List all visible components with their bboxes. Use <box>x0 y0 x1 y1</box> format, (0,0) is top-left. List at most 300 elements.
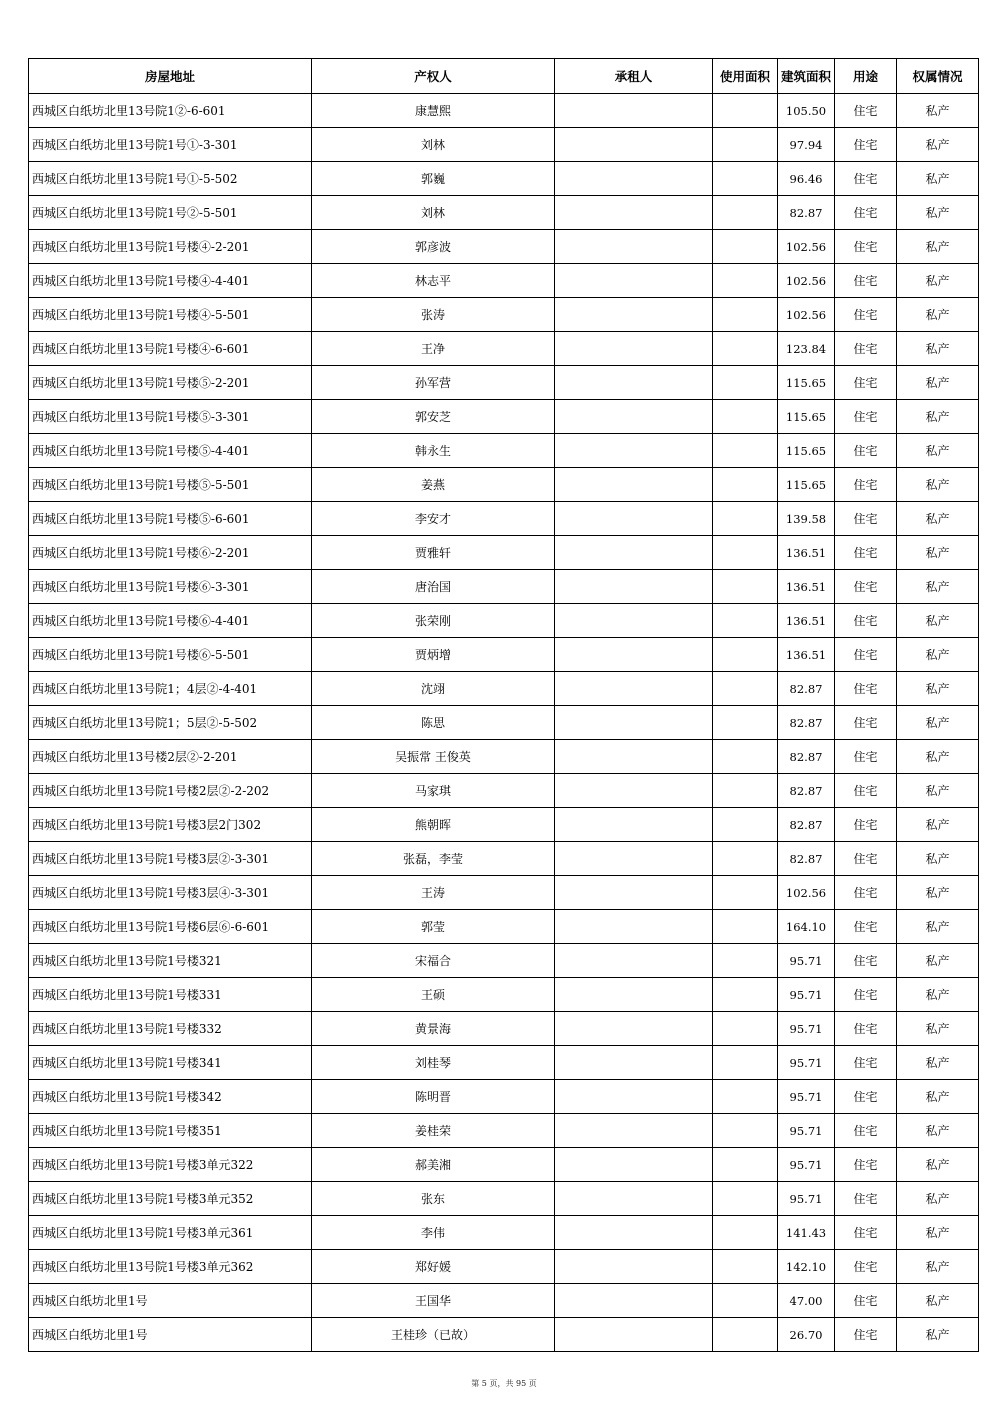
cell-tenant <box>555 1284 713 1318</box>
cell-floor-area: 115.65 <box>778 468 835 502</box>
cell-address: 西城区白纸坊北里13号院1号楼3单元362 <box>29 1250 312 1284</box>
cell-tenant <box>555 366 713 400</box>
cell-owner: 王国华 <box>312 1284 555 1318</box>
cell-use: 住宅 <box>835 1148 897 1182</box>
table-row <box>29 774 979 808</box>
cell-owner: 姜燕 <box>312 468 555 502</box>
cell-tenant <box>555 910 713 944</box>
cell-use: 住宅 <box>835 672 897 706</box>
cell-tenant <box>555 1250 713 1284</box>
cell-tenant <box>555 94 713 128</box>
cell-use: 住宅 <box>835 706 897 740</box>
cell-use: 住宅 <box>835 162 897 196</box>
cell-ownership: 私产 <box>897 842 979 876</box>
table-row <box>29 604 979 638</box>
cell-address: 西城区白纸坊北里13号院1号楼6层⑥-6-601 <box>29 910 312 944</box>
cell-tenant <box>555 1216 713 1250</box>
cell-use: 住宅 <box>835 604 897 638</box>
cell-floor-area: 136.51 <box>778 570 835 604</box>
header-use: 用途 <box>835 59 897 94</box>
cell-owner: 张东 <box>312 1182 555 1216</box>
cell-use: 住宅 <box>835 1250 897 1284</box>
table-row <box>29 502 979 536</box>
table-row <box>29 332 979 366</box>
cell-ownership: 私产 <box>897 468 979 502</box>
cell-floor-area: 136.51 <box>778 638 835 672</box>
cell-owner: 吴振常 王俊英 <box>312 740 555 774</box>
cell-ownership: 私产 <box>897 638 979 672</box>
table-row <box>29 1012 979 1046</box>
cell-use: 住宅 <box>835 366 897 400</box>
cell-address: 西城区白纸坊北里13号院1号楼⑤-2-201 <box>29 366 312 400</box>
cell-usable-area <box>713 842 778 876</box>
table-row <box>29 638 979 672</box>
cell-ownership: 私产 <box>897 570 979 604</box>
cell-floor-area: 123.84 <box>778 332 835 366</box>
page-footer: 第 5 页，共 95 页 <box>471 1379 537 1388</box>
cell-tenant <box>555 978 713 1012</box>
table-row <box>29 196 979 230</box>
cell-owner: 宋福合 <box>312 944 555 978</box>
cell-address: 西城区白纸坊北里13号院1；4层②-4-401 <box>29 672 312 706</box>
cell-ownership: 私产 <box>897 332 979 366</box>
cell-floor-area: 141.43 <box>778 1216 835 1250</box>
cell-address: 西城区白纸坊北里13号院1号楼3单元361 <box>29 1216 312 1250</box>
cell-tenant <box>555 842 713 876</box>
cell-ownership: 私产 <box>897 1012 979 1046</box>
table-row <box>29 1046 979 1080</box>
cell-use: 住宅 <box>835 570 897 604</box>
cell-use: 住宅 <box>835 740 897 774</box>
table-row <box>29 944 979 978</box>
cell-ownership: 私产 <box>897 298 979 332</box>
cell-owner: 刘林 <box>312 196 555 230</box>
header-tenant: 承租人 <box>555 59 713 94</box>
cell-address: 西城区白纸坊北里13号院1号楼④-4-401 <box>29 264 312 298</box>
cell-owner: 黄景海 <box>312 1012 555 1046</box>
cell-usable-area <box>713 196 778 230</box>
cell-floor-area: 82.87 <box>778 196 835 230</box>
cell-usable-area <box>713 706 778 740</box>
cell-tenant <box>555 400 713 434</box>
cell-use: 住宅 <box>835 298 897 332</box>
cell-address: 西城区白纸坊北里13号院1号楼3单元352 <box>29 1182 312 1216</box>
cell-owner: 郭安芝 <box>312 400 555 434</box>
cell-use: 住宅 <box>835 502 897 536</box>
cell-usable-area <box>713 264 778 298</box>
cell-use: 住宅 <box>835 1012 897 1046</box>
cell-ownership: 私产 <box>897 366 979 400</box>
table-row <box>29 1148 979 1182</box>
cell-usable-area <box>713 672 778 706</box>
cell-owner: 王涛 <box>312 876 555 910</box>
cell-use: 住宅 <box>835 94 897 128</box>
cell-owner: 陈明晋 <box>312 1080 555 1114</box>
header-usable-area: 使用面积 <box>713 59 778 94</box>
table-row <box>29 128 979 162</box>
cell-owner: 郑好媛 <box>312 1250 555 1284</box>
cell-ownership: 私产 <box>897 740 979 774</box>
cell-usable-area <box>713 536 778 570</box>
cell-use: 住宅 <box>835 1216 897 1250</box>
cell-tenant <box>555 196 713 230</box>
table-row <box>29 230 979 264</box>
cell-tenant <box>555 876 713 910</box>
cell-usable-area <box>713 230 778 264</box>
cell-ownership: 私产 <box>897 910 979 944</box>
cell-usable-area <box>713 1012 778 1046</box>
cell-owner: 沈翊 <box>312 672 555 706</box>
cell-owner: 王硕 <box>312 978 555 1012</box>
cell-owner: 郭彦波 <box>312 230 555 264</box>
cell-owner: 马家琪 <box>312 774 555 808</box>
cell-ownership: 私产 <box>897 978 979 1012</box>
table-row <box>29 910 979 944</box>
cell-owner: 陈思 <box>312 706 555 740</box>
cell-owner: 李安才 <box>312 502 555 536</box>
cell-tenant <box>555 264 713 298</box>
cell-floor-area: 26.70 <box>778 1318 835 1352</box>
cell-address: 西城区白纸坊北里13号院1号楼2层②-2-202 <box>29 774 312 808</box>
cell-address: 西城区白纸坊北里13号院1号楼342 <box>29 1080 312 1114</box>
cell-use: 住宅 <box>835 876 897 910</box>
cell-tenant <box>555 468 713 502</box>
table-row <box>29 740 979 774</box>
cell-floor-area: 142.10 <box>778 1250 835 1284</box>
cell-address: 西城区白纸坊北里1号 <box>29 1284 312 1318</box>
cell-usable-area <box>713 1318 778 1352</box>
cell-use: 住宅 <box>835 774 897 808</box>
cell-tenant <box>555 1182 713 1216</box>
cell-address: 西城区白纸坊北里13号院1②-6-601 <box>29 94 312 128</box>
cell-address: 西城区白纸坊北里13号院1号楼351 <box>29 1114 312 1148</box>
cell-tenant <box>555 638 713 672</box>
cell-tenant <box>555 808 713 842</box>
cell-address: 西城区白纸坊北里13号院1号楼3层④-3-301 <box>29 876 312 910</box>
cell-usable-area <box>713 502 778 536</box>
cell-floor-area: 47.00 <box>778 1284 835 1318</box>
cell-floor-area: 82.87 <box>778 672 835 706</box>
table-row <box>29 1182 979 1216</box>
cell-usable-area <box>713 978 778 1012</box>
cell-usable-area <box>713 1114 778 1148</box>
cell-usable-area <box>713 1182 778 1216</box>
header-address: 房屋地址 <box>29 59 312 94</box>
cell-usable-area <box>713 604 778 638</box>
cell-owner: 郝美湘 <box>312 1148 555 1182</box>
table-row <box>29 672 979 706</box>
cell-use: 住宅 <box>835 1284 897 1318</box>
cell-tenant <box>555 298 713 332</box>
cell-address: 西城区白纸坊北里13号院1号楼⑥-2-201 <box>29 536 312 570</box>
table-row <box>29 1216 979 1250</box>
cell-address: 西城区白纸坊北里13号院1号①-3-301 <box>29 128 312 162</box>
cell-ownership: 私产 <box>897 774 979 808</box>
cell-owner: 王净 <box>312 332 555 366</box>
cell-owner: 贾炳增 <box>312 638 555 672</box>
cell-owner: 李伟 <box>312 1216 555 1250</box>
cell-usable-area <box>713 944 778 978</box>
table-row <box>29 842 979 876</box>
cell-usable-area <box>713 468 778 502</box>
cell-ownership: 私产 <box>897 264 979 298</box>
cell-floor-area: 95.71 <box>778 1080 835 1114</box>
table-row <box>29 264 979 298</box>
cell-floor-area: 82.87 <box>778 740 835 774</box>
cell-usable-area <box>713 910 778 944</box>
cell-usable-area <box>713 1148 778 1182</box>
cell-ownership: 私产 <box>897 1046 979 1080</box>
cell-use: 住宅 <box>835 230 897 264</box>
cell-address: 西城区白纸坊北里13号院1；5层②-5-502 <box>29 706 312 740</box>
cell-address: 西城区白纸坊北里13号院1号楼341 <box>29 1046 312 1080</box>
cell-ownership: 私产 <box>897 706 979 740</box>
cell-floor-area: 82.87 <box>778 706 835 740</box>
cell-usable-area <box>713 434 778 468</box>
cell-usable-area <box>713 1284 778 1318</box>
cell-floor-area: 95.71 <box>778 978 835 1012</box>
cell-usable-area <box>713 808 778 842</box>
cell-owner: 张涛 <box>312 298 555 332</box>
table-header-row <box>29 59 979 94</box>
cell-use: 住宅 <box>835 1318 897 1352</box>
cell-ownership: 私产 <box>897 1080 979 1114</box>
cell-floor-area: 164.10 <box>778 910 835 944</box>
table-row <box>29 1250 979 1284</box>
cell-owner: 张磊，李莹 <box>312 842 555 876</box>
cell-usable-area <box>713 876 778 910</box>
property-table <box>28 58 979 1352</box>
cell-use: 住宅 <box>835 400 897 434</box>
cell-tenant <box>555 1012 713 1046</box>
cell-address: 西城区白纸坊北里13号院1号②-5-501 <box>29 196 312 230</box>
cell-use: 住宅 <box>835 1182 897 1216</box>
cell-ownership: 私产 <box>897 162 979 196</box>
cell-ownership: 私产 <box>897 94 979 128</box>
table-row <box>29 366 979 400</box>
cell-address: 西城区白纸坊北里13号院1号①-5-502 <box>29 162 312 196</box>
cell-ownership: 私产 <box>897 536 979 570</box>
cell-floor-area: 82.87 <box>778 842 835 876</box>
cell-usable-area <box>713 332 778 366</box>
cell-usable-area <box>713 774 778 808</box>
cell-floor-area: 82.87 <box>778 808 835 842</box>
cell-use: 住宅 <box>835 536 897 570</box>
cell-use: 住宅 <box>835 196 897 230</box>
cell-owner: 林志平 <box>312 264 555 298</box>
cell-tenant <box>555 1080 713 1114</box>
cell-ownership: 私产 <box>897 196 979 230</box>
cell-usable-area <box>713 162 778 196</box>
cell-floor-area: 136.51 <box>778 604 835 638</box>
cell-ownership: 私产 <box>897 1318 979 1352</box>
cell-tenant <box>555 1114 713 1148</box>
cell-ownership: 私产 <box>897 434 979 468</box>
cell-owner: 王桂珍（已故） <box>312 1318 555 1352</box>
cell-tenant <box>555 128 713 162</box>
cell-tenant <box>555 332 713 366</box>
cell-ownership: 私产 <box>897 1114 979 1148</box>
cell-ownership: 私产 <box>897 230 979 264</box>
cell-use: 住宅 <box>835 128 897 162</box>
cell-tenant <box>555 536 713 570</box>
table-row <box>29 162 979 196</box>
cell-tenant <box>555 740 713 774</box>
cell-owner: 郭莹 <box>312 910 555 944</box>
cell-usable-area <box>713 1250 778 1284</box>
cell-ownership: 私产 <box>897 1182 979 1216</box>
cell-address: 西城区白纸坊北里13号院1号楼⑥-5-501 <box>29 638 312 672</box>
cell-address: 西城区白纸坊北里13号院1号楼3单元322 <box>29 1148 312 1182</box>
cell-address: 西城区白纸坊北里13号院1号楼⑥-3-301 <box>29 570 312 604</box>
cell-floor-area: 95.71 <box>778 1114 835 1148</box>
cell-floor-area: 82.87 <box>778 774 835 808</box>
table-row <box>29 1114 979 1148</box>
table-row <box>29 876 979 910</box>
cell-ownership: 私产 <box>897 128 979 162</box>
cell-address: 西城区白纸坊北里13号楼2层②-2-201 <box>29 740 312 774</box>
cell-usable-area <box>713 94 778 128</box>
cell-ownership: 私产 <box>897 944 979 978</box>
table-row <box>29 570 979 604</box>
table-row <box>29 1318 979 1352</box>
cell-tenant <box>555 502 713 536</box>
table-body <box>29 94 979 1352</box>
cell-usable-area <box>713 1046 778 1080</box>
table-row <box>29 1284 979 1318</box>
cell-use: 住宅 <box>835 1114 897 1148</box>
cell-address: 西城区白纸坊北里13号院1号楼⑥-4-401 <box>29 604 312 638</box>
cell-floor-area: 136.51 <box>778 536 835 570</box>
cell-use: 住宅 <box>835 978 897 1012</box>
cell-tenant <box>555 1318 713 1352</box>
cell-floor-area: 95.71 <box>778 1012 835 1046</box>
cell-ownership: 私产 <box>897 1148 979 1182</box>
cell-floor-area: 95.71 <box>778 944 835 978</box>
cell-floor-area: 115.65 <box>778 434 835 468</box>
cell-owner: 刘林 <box>312 128 555 162</box>
cell-usable-area <box>713 128 778 162</box>
cell-ownership: 私产 <box>897 876 979 910</box>
header-ownership: 权属情况 <box>897 59 979 94</box>
table-row <box>29 298 979 332</box>
cell-floor-area: 102.56 <box>778 298 835 332</box>
cell-tenant <box>555 162 713 196</box>
cell-usable-area <box>713 298 778 332</box>
cell-tenant <box>555 944 713 978</box>
cell-floor-area: 115.65 <box>778 366 835 400</box>
cell-floor-area: 96.46 <box>778 162 835 196</box>
cell-ownership: 私产 <box>897 502 979 536</box>
cell-usable-area <box>713 1216 778 1250</box>
cell-address: 西城区白纸坊北里13号院1号楼3层2门302 <box>29 808 312 842</box>
cell-floor-area: 105.50 <box>778 94 835 128</box>
cell-tenant <box>555 1148 713 1182</box>
cell-ownership: 私产 <box>897 400 979 434</box>
cell-use: 住宅 <box>835 332 897 366</box>
cell-use: 住宅 <box>835 264 897 298</box>
header-owner: 产权人 <box>312 59 555 94</box>
cell-use: 住宅 <box>835 842 897 876</box>
cell-address: 西城区白纸坊北里13号院1号楼⑤-6-601 <box>29 502 312 536</box>
cell-ownership: 私产 <box>897 604 979 638</box>
cell-address: 西城区白纸坊北里13号院1号楼331 <box>29 978 312 1012</box>
cell-owner: 康慧熙 <box>312 94 555 128</box>
cell-address: 西城区白纸坊北里13号院1号楼④-5-501 <box>29 298 312 332</box>
table-row <box>29 400 979 434</box>
cell-tenant <box>555 672 713 706</box>
cell-tenant <box>555 706 713 740</box>
cell-use: 住宅 <box>835 468 897 502</box>
cell-usable-area <box>713 638 778 672</box>
table-row <box>29 808 979 842</box>
cell-floor-area: 139.58 <box>778 502 835 536</box>
cell-use: 住宅 <box>835 944 897 978</box>
cell-use: 住宅 <box>835 910 897 944</box>
cell-floor-area: 102.56 <box>778 264 835 298</box>
cell-owner: 张荣刚 <box>312 604 555 638</box>
cell-floor-area: 97.94 <box>778 128 835 162</box>
cell-address: 西城区白纸坊北里13号院1号楼332 <box>29 1012 312 1046</box>
cell-usable-area <box>713 366 778 400</box>
cell-usable-area <box>713 740 778 774</box>
table-row <box>29 434 979 468</box>
cell-address: 西城区白纸坊北里1号 <box>29 1318 312 1352</box>
cell-use: 住宅 <box>835 434 897 468</box>
cell-floor-area: 95.71 <box>778 1148 835 1182</box>
cell-use: 住宅 <box>835 1080 897 1114</box>
cell-floor-area: 95.71 <box>778 1182 835 1216</box>
cell-owner: 唐治国 <box>312 570 555 604</box>
cell-tenant <box>555 434 713 468</box>
table-row <box>29 1080 979 1114</box>
cell-owner: 郭巍 <box>312 162 555 196</box>
cell-tenant <box>555 604 713 638</box>
cell-usable-area <box>713 400 778 434</box>
cell-floor-area: 115.65 <box>778 400 835 434</box>
cell-address: 西城区白纸坊北里13号院1号楼321 <box>29 944 312 978</box>
cell-owner: 姜桂荣 <box>312 1114 555 1148</box>
table-row <box>29 94 979 128</box>
cell-owner: 熊朝晖 <box>312 808 555 842</box>
cell-address: 西城区白纸坊北里13号院1号楼⑤-5-501 <box>29 468 312 502</box>
cell-tenant <box>555 570 713 604</box>
cell-tenant <box>555 774 713 808</box>
cell-usable-area <box>713 570 778 604</box>
cell-floor-area: 102.56 <box>778 230 835 264</box>
cell-tenant <box>555 1046 713 1080</box>
cell-address: 西城区白纸坊北里13号院1号楼⑤-3-301 <box>29 400 312 434</box>
cell-owner: 贾雅轩 <box>312 536 555 570</box>
cell-floor-area: 102.56 <box>778 876 835 910</box>
cell-usable-area <box>713 1080 778 1114</box>
cell-address: 西城区白纸坊北里13号院1号楼④-6-601 <box>29 332 312 366</box>
cell-ownership: 私产 <box>897 1216 979 1250</box>
cell-use: 住宅 <box>835 1046 897 1080</box>
header-floor-area: 建筑面积 <box>778 59 835 94</box>
cell-ownership: 私产 <box>897 1250 979 1284</box>
cell-ownership: 私产 <box>897 808 979 842</box>
table-row <box>29 468 979 502</box>
table-row <box>29 978 979 1012</box>
cell-owner: 刘桂琴 <box>312 1046 555 1080</box>
cell-ownership: 私产 <box>897 1284 979 1318</box>
cell-floor-area: 95.71 <box>778 1046 835 1080</box>
cell-owner: 韩永生 <box>312 434 555 468</box>
cell-tenant <box>555 230 713 264</box>
cell-address: 西城区白纸坊北里13号院1号楼⑤-4-401 <box>29 434 312 468</box>
cell-address: 西城区白纸坊北里13号院1号楼④-2-201 <box>29 230 312 264</box>
